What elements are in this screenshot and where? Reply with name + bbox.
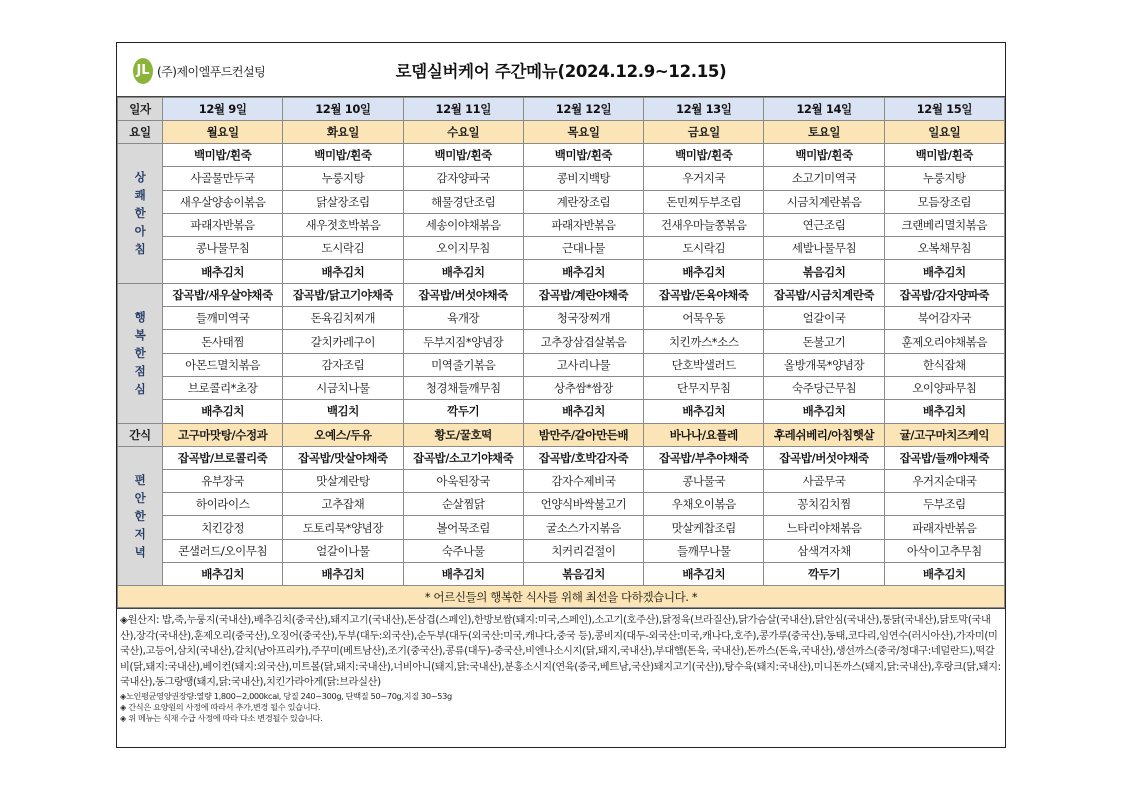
breakfast-item: 배추김치 [283, 260, 403, 283]
breakfast-item: 사골물만두국 [163, 167, 283, 190]
breakfast-row [118, 167, 1005, 190]
weekly-menu-table [117, 97, 1005, 608]
dinner-item: 우거지순대국 [884, 469, 1004, 492]
dinner-item: 굴소스가지볶음 [523, 516, 643, 539]
lunch-item: 배추김치 [884, 400, 1004, 423]
lunch-row [118, 283, 1005, 306]
date-cell: 12월 12일 [523, 98, 643, 121]
lunch-item: 잡곡밥/버섯야채죽 [403, 283, 523, 306]
snack-row [118, 423, 1005, 446]
dinner-item: 얼갈이나물 [283, 539, 403, 562]
lunch-item: 잡곡밥/돈육야채죽 [644, 283, 764, 306]
menu-sheet [116, 42, 1006, 748]
dinner-item: 잡곡밥/버섯야채죽 [764, 446, 884, 469]
lunch-item: 육개장 [403, 307, 523, 330]
dinner-item: 맛살케찹조림 [644, 516, 764, 539]
dinner-item: 배추김치 [644, 563, 764, 586]
breakfast-item: 백미밥/흰죽 [403, 144, 523, 167]
breakfast-item: 볶음김치 [764, 260, 884, 283]
breakfast-item: 크랜베리멸치볶음 [884, 213, 1004, 236]
date-cell: 12월 13일 [644, 98, 764, 121]
dinner-item: 볶음김치 [523, 563, 643, 586]
dinner-item: 콘샐러드/오이무침 [163, 539, 283, 562]
section-label-char: 저 [134, 526, 146, 541]
lunch-item: 배추김치 [523, 400, 643, 423]
notice-text: * 어르신들의 행복한 식사를 위해 최선을 다하겠습니다. * [118, 586, 1005, 608]
lunch-item: 얼갈이국 [764, 307, 884, 330]
breakfast-item: 백미밥/흰죽 [884, 144, 1004, 167]
lunch-item: 치킨까스*소스 [644, 330, 764, 353]
breakfast-item: 새우살양송이볶음 [163, 190, 283, 213]
dinner-item: 하이라이스 [163, 493, 283, 516]
logo-mark-icon: JL [133, 58, 153, 84]
breakfast-item: 배추김치 [403, 260, 523, 283]
breakfast-item: 배추김치 [163, 260, 283, 283]
breakfast-item: 소고기미역국 [764, 167, 884, 190]
breakfast-item: 백미밥/흰죽 [523, 144, 643, 167]
note-nutrition: ◈노인평균영양권장량:열량 1,800~2,000kcal, 당질 240~300g, 단백질 50~70g,지질 30~53g [120, 690, 452, 701]
lunch-item: 브로콜리*초장 [163, 376, 283, 399]
dinner-item: 고추잡채 [283, 493, 403, 516]
origin-info: ◈원산지: 밥,죽,누룽지(국내산),배추김치(중국산),돼지고기(국내산),돈삼겹(스페인),한방보쌈(돼지:미국,스페인),소고기(호주산),닭정육(브라질산),닭가슴살(국내산),닭안심(국내산),통닭(국내산),닭토막(국내산),장각(국내산),훈제오리(중국산),오징어(중국산),두부(대두:외국산),순두부(대두(외국산:미국,캐나다,중국 등),콩비지(대두-외국산:미국,캐나다,호주),콩가루(중국산),동태,코다리,임연수(러시아산),가자미(미국산),고등어,삼치(국내산),갈치(남아프리카),주꾸미(베트남산),조기(중국산),콩류(대두)-중국산,비엔나소시지(닭,돼지,국내산),부대햄(돈육, 국내산),돈까스(돈육,국내산),생선까스(중국/청대구:네덜란드),떡갈비(닭,돼지:국내산),베이컨(돼지:외국산),미트볼(닭,돼지:국내산),너비아니(돼지,닭:국내산),분홍소시지(연육(중국,베트남,국산)돼지고기(국산)),탕수육(돼지:국내산),미니돈까스(돼지,닭:국내산),후랑크(닭,돼지:국내산),동그랑땡(돼지,닭:국내산),치킨가라아게(닭:브라실산) [120, 615, 1001, 689]
dinner-item: 잡곡밥/호박감자죽 [523, 446, 643, 469]
section-label-char: 심 [134, 382, 146, 397]
day-cell: 화요일 [283, 121, 403, 144]
breakfast-item: 백미밥/흰죽 [283, 144, 403, 167]
dinner-item: 아삭이고추무침 [884, 539, 1004, 562]
lunch-item: 청경채들깨무침 [403, 376, 523, 399]
date-cell: 12월 14일 [764, 98, 884, 121]
breakfast-item: 건새우마늘쫑볶음 [644, 213, 764, 236]
dinner-item: 아욱된장국 [403, 469, 523, 492]
lunch-row [118, 400, 1005, 423]
dinner-item: 볼어묵조림 [403, 516, 523, 539]
notice-row [118, 586, 1005, 608]
breakfast-item: 파래자반볶음 [163, 213, 283, 236]
breakfast-item: 배추김치 [644, 260, 764, 283]
breakfast-item: 연근조림 [764, 213, 884, 236]
lunch-item: 숙주당근무침 [764, 376, 884, 399]
section-label-char: 쾌 [134, 188, 146, 203]
breakfast-item: 감자양파국 [403, 167, 523, 190]
lunch-item: 감자조림 [283, 353, 403, 376]
lunch-row [118, 376, 1005, 399]
dinner-item: 배추김치 [403, 563, 523, 586]
dinner-item: 파래자반볶음 [884, 516, 1004, 539]
lunch-item: 배추김치 [163, 400, 283, 423]
snack-label: 간식 [118, 423, 163, 446]
section-label-char: 한 [134, 508, 146, 523]
dinner-item: 배추김치 [163, 563, 283, 586]
dinner-item: 들깨무나물 [644, 539, 764, 562]
snack-item: 오예스/두유 [283, 423, 403, 446]
dinner-row [118, 563, 1005, 586]
company-name: (주)제이엘푸드컨설팅 [157, 64, 266, 79]
dinner-item: 숙주나물 [403, 539, 523, 562]
section-label-char: 한 [134, 206, 146, 221]
snack-item: 황도/꿀호떡 [403, 423, 523, 446]
breakfast-row [118, 213, 1005, 236]
lunch-item: 단호박샐러드 [644, 353, 764, 376]
dinner-item: 느타리야채볶음 [764, 516, 884, 539]
breakfast-item: 돈민찌두부조림 [644, 190, 764, 213]
page-title: 로뎀실버케어 주간메뉴(2024.12.9~12.15) [395, 62, 727, 81]
dinner-item: 우채오이볶음 [644, 493, 764, 516]
date-row [118, 98, 1005, 121]
lunch-item: 어묵우동 [644, 307, 764, 330]
dinner-item: 유부장국 [163, 469, 283, 492]
dinner-item: 배추김치 [283, 563, 403, 586]
day-cell: 토요일 [764, 121, 884, 144]
section-label-char: 복 [134, 328, 146, 343]
breakfast-item: 오복채무침 [884, 237, 1004, 260]
breakfast-item: 계란장조림 [523, 190, 643, 213]
footer-notes [117, 608, 1005, 724]
section-label-char: 행 [134, 310, 146, 325]
breakfast-item: 파래자반볶음 [523, 213, 643, 236]
breakfast-row [118, 260, 1005, 283]
lunch-section-label [118, 283, 163, 423]
dinner-item: 순살찜닭 [403, 493, 523, 516]
breakfast-item: 근대나물 [523, 237, 643, 260]
lunch-item: 갈치카레구이 [283, 330, 403, 353]
breakfast-item: 우거지국 [644, 167, 764, 190]
breakfast-item: 시금치계란볶음 [764, 190, 884, 213]
lunch-item: 돈육김치찌개 [283, 307, 403, 330]
breakfast-item: 닭살장조림 [283, 190, 403, 213]
lunch-item: 들깨미역국 [163, 307, 283, 330]
dinner-item: 언양식바싹불고기 [523, 493, 643, 516]
lunch-item: 한식잡채 [884, 353, 1004, 376]
dinner-row [118, 539, 1005, 562]
lunch-item: 상추쌈*쌈장 [523, 376, 643, 399]
section-label-char: 편 [134, 472, 146, 487]
dinner-row [118, 469, 1005, 492]
breakfast-item: 누룽지탕 [283, 167, 403, 190]
section-label-char: 녁 [134, 544, 146, 559]
date-label: 일자 [118, 98, 163, 121]
lunch-item: 청국장찌개 [523, 307, 643, 330]
dinner-row [118, 493, 1005, 516]
dinner-section-label [118, 446, 163, 586]
header [117, 43, 1005, 97]
dinner-item: 맛살계란탕 [283, 469, 403, 492]
snack-item: 귤/고구마치즈케익 [884, 423, 1004, 446]
dinner-item: 꽁치김치찜 [764, 493, 884, 516]
breakfast-item: 콩비지백탕 [523, 167, 643, 190]
dinner-row [118, 516, 1005, 539]
day-row [118, 121, 1005, 144]
lunch-item: 잡곡밥/감자양파죽 [884, 283, 1004, 306]
section-label-char: 침 [134, 242, 146, 257]
lunch-item: 고사리나물 [523, 353, 643, 376]
lunch-item: 단무지무침 [644, 376, 764, 399]
breakfast-item: 새우젓호박볶음 [283, 213, 403, 236]
lunch-item: 잡곡밥/계란야채죽 [523, 283, 643, 306]
section-label-char: 아 [134, 224, 146, 239]
lunch-item: 백김치 [283, 400, 403, 423]
lunch-row [118, 307, 1005, 330]
breakfast-item: 누룽지탕 [884, 167, 1004, 190]
breakfast-item: 모듬장조림 [884, 190, 1004, 213]
breakfast-item: 세발나물무침 [764, 237, 884, 260]
lunch-item: 아몬드멸치볶음 [163, 353, 283, 376]
dinner-item: 잡곡밥/맛살야채죽 [283, 446, 403, 469]
section-label-char: 안 [134, 490, 146, 505]
breakfast-section-label [118, 144, 163, 284]
day-cell: 금요일 [644, 121, 764, 144]
snack-item: 후레쉬베리/아침햇살 [764, 423, 884, 446]
dinner-item: 콩나물국 [644, 469, 764, 492]
breakfast-row [118, 144, 1005, 167]
dinner-item: 두부조림 [884, 493, 1004, 516]
lunch-item: 잡곡밥/시금치계란죽 [764, 283, 884, 306]
breakfast-item: 백미밥/흰죽 [644, 144, 764, 167]
breakfast-item: 도시락김 [644, 237, 764, 260]
day-label: 요일 [118, 121, 163, 144]
breakfast-item: 해물경단조림 [403, 190, 523, 213]
breakfast-row [118, 190, 1005, 213]
dinner-item: 치커리겉절이 [523, 539, 643, 562]
dinner-item: 배추김치 [884, 563, 1004, 586]
dinner-item: 잡곡밥/브로콜리죽 [163, 446, 283, 469]
day-cell: 월요일 [163, 121, 283, 144]
lunch-item: 잡곡밥/새우살야채죽 [163, 283, 283, 306]
breakfast-item: 세송이야채볶음 [403, 213, 523, 236]
lunch-item: 깍두기 [403, 400, 523, 423]
dinner-item: 깍두기 [764, 563, 884, 586]
note-snack: ◈ 간식은 요양원의 사정에 따라서 추가,변경 될수 있습니다. [120, 701, 321, 712]
lunch-item: 시금치나물 [283, 376, 403, 399]
dinner-item: 사골무국 [764, 469, 884, 492]
lunch-item: 미역줄기볶음 [403, 353, 523, 376]
date-cell: 12월 10일 [283, 98, 403, 121]
breakfast-item: 콩나물무침 [163, 237, 283, 260]
dinner-item: 잡곡밥/소고기야채죽 [403, 446, 523, 469]
section-label-char: 점 [134, 364, 146, 379]
section-label-char: 상 [134, 170, 146, 185]
lunch-item: 배추김치 [764, 400, 884, 423]
dinner-item: 치킨강정 [163, 516, 283, 539]
breakfast-item: 백미밥/흰죽 [163, 144, 283, 167]
day-cell: 목요일 [523, 121, 643, 144]
day-cell: 일요일 [884, 121, 1004, 144]
date-cell: 12월 15일 [884, 98, 1004, 121]
snack-item: 고구마맛탕/수정과 [163, 423, 283, 446]
lunch-item: 배추김치 [644, 400, 764, 423]
lunch-item: 북어감자국 [884, 307, 1004, 330]
breakfast-row [118, 237, 1005, 260]
lunch-item: 올방개묵*양념장 [764, 353, 884, 376]
breakfast-item: 배추김치 [884, 260, 1004, 283]
lunch-item: 돈불고기 [764, 330, 884, 353]
breakfast-item: 백미밥/흰죽 [764, 144, 884, 167]
breakfast-item: 배추김치 [523, 260, 643, 283]
note-change: ◈ 위 메뉴는 식재 수급 사정에 따라 다소 변경될수 있습니다. [120, 712, 323, 723]
dinner-item: 도토리묵*양념장 [283, 516, 403, 539]
breakfast-item: 오이지무침 [403, 237, 523, 260]
snack-item: 바나나/요플레 [644, 423, 764, 446]
day-cell: 수요일 [403, 121, 523, 144]
lunch-item: 오이양파무침 [884, 376, 1004, 399]
lunch-item: 두부지짐*양념장 [403, 330, 523, 353]
date-cell: 12월 9일 [163, 98, 283, 121]
dinner-item: 삼색겨자채 [764, 539, 884, 562]
snack-item: 밤만주/갈아만든배 [523, 423, 643, 446]
lunch-item: 돈사태찜 [163, 330, 283, 353]
dinner-row [118, 446, 1005, 469]
dinner-item: 잡곡밥/부추야채죽 [644, 446, 764, 469]
lunch-item: 훈제오리야채볶음 [884, 330, 1004, 353]
date-cell: 12월 11일 [403, 98, 523, 121]
dinner-item: 잡곡밥/들깨야채죽 [884, 446, 1004, 469]
section-label-char: 한 [134, 346, 146, 361]
breakfast-item: 도시락김 [283, 237, 403, 260]
lunch-item: 고추장삼겹살볶음 [523, 330, 643, 353]
dinner-item: 감자수제비국 [523, 469, 643, 492]
lunch-row [118, 353, 1005, 376]
lunch-item: 잡곡밥/닭고기야채죽 [283, 283, 403, 306]
lunch-row [118, 330, 1005, 353]
